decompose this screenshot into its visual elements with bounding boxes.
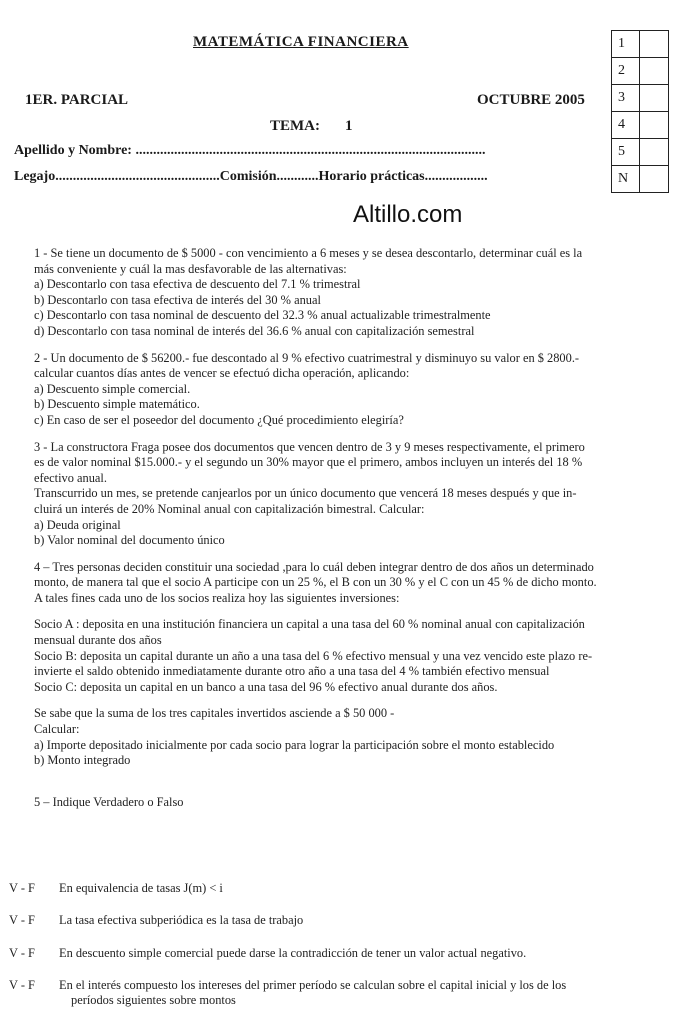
- tf-statement: En descuento simple comercial puede darse la contradicción de tener un valor actual negativo.: [59, 946, 527, 960]
- exam-date: OCTUBRE 2005: [477, 92, 585, 108]
- q3-line: Transcurrido un mes, se pretende canjearlos por un único documento que vencerá 18 meses después y que in-: [34, 486, 577, 501]
- q2-line: 2 - Un documento de $ 56200.- fue descontado al 9 % efectivo cuatrimestral y disminuyo su valor en $ 2800.-: [34, 350, 580, 365]
- tema-label: TEMA:: [270, 118, 320, 134]
- name-field-line: Apellido y Nombre: ....................................................................................................: [14, 143, 486, 158]
- q4-option-b: b) Monto integrado: [34, 753, 131, 768]
- grade-table: [611, 30, 669, 193]
- q3-line: cluirá un interés de 20% Nominal anual con capitalización bimestral. Calcular:: [34, 501, 425, 516]
- question-1: [34, 246, 684, 340]
- q1-line: 1 - Se tiene un documento de $ 5000 - con vencimiento a 6 meses y se desea descontarlo, determinar cuál es la: [34, 246, 583, 260]
- q4-socio-line: Socio B: deposita un capital durante un año a una tasa del 6 % efectivo mensual y una vez vencido este plazo re-: [34, 648, 593, 663]
- tf-statement-continuation: períodos siguientes sobre montos: [71, 993, 236, 1007]
- q1-option-d: d) Descontarlo con tasa nominal de interés del 36.6 % anual con capitalización semestral: [34, 323, 475, 338]
- tf-mark: V - F: [9, 978, 35, 992]
- q1-option-a: a) Descontarlo con tasa efectiva de descuento del 7.1 % trimestral: [34, 277, 361, 292]
- q3-option-a: a) Deuda original: [34, 517, 121, 532]
- grade-label-4: 4: [612, 112, 640, 139]
- grade-cell-2: [640, 58, 669, 85]
- q2-option-a: a) Descuento simple comercial.: [34, 381, 191, 396]
- q3-line: es de valor nominal $15.000.- y el segundo un 30% mayor que el primero, ambos incluyen un interés del 18 %: [34, 455, 583, 470]
- grade-cell-n: [640, 166, 669, 193]
- q4-intro-line: monto, de manera tal que el socio A participe con un 25 %, el B con un 30 % y el C con un 45 % de dicho monto.: [34, 575, 597, 590]
- grade-cell-1: [640, 31, 669, 58]
- exam-name: 1ER. PARCIAL: [25, 92, 129, 108]
- question-2: [34, 351, 684, 429]
- q1-option-c: c) Descontarlo con tasa nominal de descuento del 32.3 % anual actualizable trimestralmente: [34, 308, 491, 323]
- q5-title: 5 – Indique Verdadero o Falso: [34, 794, 184, 809]
- tf-mark: V - F: [9, 946, 35, 960]
- grade-label-3: 3: [612, 85, 640, 112]
- q4-socio-line: Socio C: deposita un capital en un banco a una tasa del 96 % efectivo anual durante dos años.: [34, 679, 498, 694]
- grade-label-5: 5: [612, 139, 640, 166]
- q4-socio-line: mensual durante dos años: [34, 633, 162, 648]
- watermark-text: Altillo.com: [353, 201, 463, 228]
- q2-option-c: c) En caso de ser el poseedor del documento ¿Qué procedimiento elegiría?: [34, 412, 404, 427]
- tf-statement: En equivalencia de tasas J(m) < i: [59, 881, 223, 895]
- grade-label-1: 1: [612, 31, 640, 58]
- tf-mark: V - F: [9, 913, 35, 927]
- tf-statement: La tasa efectiva subperiódica es la tasa de trabajo: [59, 913, 304, 927]
- grade-label-n: N: [612, 166, 640, 193]
- tema-value: 1: [345, 118, 353, 134]
- q4-calc-line: Calcular:: [34, 722, 80, 737]
- tf-statement: En el interés compuesto los intereses del primer período se calculan sobre el capital inicial y los de los: [59, 978, 567, 992]
- subject-title: MATEMÁTICA FINANCIERA: [193, 34, 409, 50]
- q4-calc-line: Se sabe que la suma de los tres capitales invertidos asciende a $ 50 000 -: [34, 706, 395, 721]
- q4-socio-line: Socio A : deposita en una institución financiera un capital a una tasa del 60 % nominal anual con capitalización: [34, 617, 585, 632]
- questions-body: [34, 246, 684, 810]
- q4-intro-line: 4 – Tres personas deciden constituir una sociedad ,para lo cuál deben integrar dentro de dos años un determinado: [34, 559, 594, 574]
- q3-line: 3 - La constructora Fraga posee dos documentos que vencen dentro de 3 y 9 meses respectivamente, el primero: [34, 439, 585, 454]
- grade-cell-4: [640, 112, 669, 139]
- legajo-field-line: Legajo...............................................Comisión............Horario prácticas..................: [14, 169, 488, 184]
- question-3: [34, 440, 684, 549]
- q4-intro-line: A tales fines cada uno de los socios realiza hoy las siguientes inversiones:: [34, 590, 400, 605]
- grade-cell-3: [640, 85, 669, 112]
- q3-line: efectivo anual.: [34, 470, 107, 485]
- q4-option-a: a) Importe depositado inicialmente por cada socio para lograr la participación sobre el monto establecido: [34, 737, 555, 752]
- q2-line: calcular cuantos días antes de vencer se efectuó dicha operación, aplicando:: [34, 366, 410, 381]
- tf-mark: V - F: [9, 881, 35, 895]
- grade-label-2: 2: [612, 58, 640, 85]
- q1-option-b: b) Descontarlo con tasa efectiva de interés del 30 % anual: [34, 292, 321, 307]
- q4-socio-line: invierte el saldo obtenido inmediatamente durante otro año a una tasa del 4 % también efectivo mensual: [34, 664, 550, 679]
- grade-cell-5: [640, 139, 669, 166]
- q1-line: más conveniente y cuál la mas desfavorable de las alternativas:: [34, 261, 347, 276]
- question-4: [34, 560, 684, 769]
- q2-option-b: b) Descuento simple matemático.: [34, 397, 200, 412]
- q3-option-b: b) Valor nominal del documento único: [34, 533, 225, 548]
